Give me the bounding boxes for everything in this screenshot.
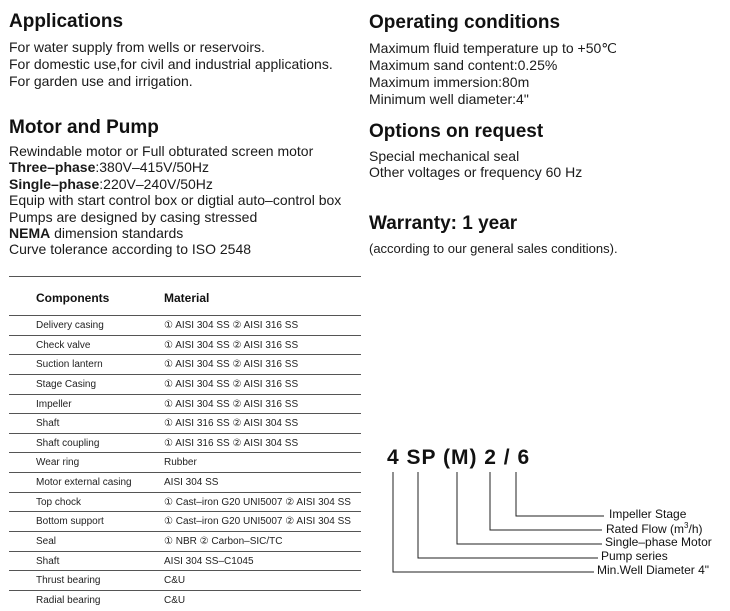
component-cell: Top chock: [36, 496, 82, 508]
material-cell: ① AISI 316 SS ② AISI 304 SS: [164, 418, 299, 430]
component-cell: Thrust bearing: [36, 575, 101, 587]
material-cell: ① AISI 316 SS ② AISI 304 SS: [164, 437, 299, 449]
component-cell: Shaft: [36, 555, 60, 567]
header-components: Components: [36, 291, 110, 305]
material-cell: ① NBR ② Carbon–SIC/TC: [164, 536, 283, 548]
table-row: [9, 493, 361, 513]
rated-flow-suffix: /h): [688, 522, 703, 536]
components-table: [9, 276, 361, 610]
material-cell: C&U: [164, 594, 186, 606]
motor-pump-title: Motor and Pump: [9, 117, 159, 138]
single-phase-label: Single–phase: [9, 176, 100, 192]
rated-flow-connector: [490, 472, 602, 530]
legend-pump-series: Pump series: [601, 549, 668, 563]
table-row: [9, 336, 361, 356]
table-row: [9, 316, 361, 336]
material-cell: AISI 304 SS: [164, 477, 219, 489]
operating-line: Minimum well diameter:4": [369, 91, 529, 107]
component-cell: Motor external casing: [36, 477, 132, 489]
material-cell: Rubber: [164, 457, 197, 469]
table-row: [9, 571, 361, 591]
applications-line: For water supply from wells or reservoirs.: [9, 39, 265, 55]
warranty-title: Warranty: 1 year: [369, 213, 518, 234]
legend-rated-flow: [606, 521, 703, 536]
three-phase-line: [9, 159, 209, 176]
options-line: Special mechanical seal: [369, 148, 520, 164]
pump-series-connector: [418, 472, 598, 558]
three-phase-label: Three–phase: [9, 159, 96, 175]
motor-pump-line: Equip with start control box or digtial auto–control box: [9, 192, 342, 208]
table-row: [9, 375, 361, 395]
material-cell: ① AISI 304 SS ② AISI 316 SS: [164, 398, 299, 410]
options-title: Options on request: [369, 121, 544, 142]
material-cell: ① AISI 304 SS ② AISI 316 SS: [164, 378, 299, 390]
table-row: [9, 434, 361, 454]
warranty-note: (according to our general sales conditions).: [369, 241, 618, 256]
table-row: [9, 453, 361, 473]
component-cell: Bottom support: [36, 516, 104, 528]
motor-pump-line: Rewindable motor or Full obturated screen motor: [9, 143, 314, 159]
component-cell: Impeller: [36, 398, 72, 410]
nema-label: NEMA: [9, 225, 51, 241]
single-phase-value: :220V–240V/50Hz: [99, 176, 213, 192]
component-cell: Shaft: [36, 418, 60, 430]
applications-line: For garden use and irrigation.: [9, 73, 193, 89]
table-row: [9, 473, 361, 493]
material-cell: ① Cast–iron G20 UNI5007 ② AISI 304 SS: [164, 516, 351, 528]
model-code: 4 SP (M) 2 / 6: [387, 446, 531, 469]
table-body: [9, 316, 361, 610]
legend-min-well-diameter: Min.Well Diameter 4": [597, 563, 710, 577]
header-material: Material: [164, 291, 210, 305]
table-header: [9, 276, 361, 316]
single-phase-line: [9, 176, 213, 193]
nema-value: dimension standards: [50, 225, 184, 241]
nema-line: [9, 225, 183, 242]
table-row: [9, 591, 361, 610]
material-cell: ① Cast–iron G20 UNI5007 ② AISI 304 SS: [164, 496, 351, 508]
operating-line: Maximum fluid temperature up to +50℃: [369, 40, 618, 56]
material-cell: AISI 304 SS–C1045: [164, 555, 254, 567]
component-cell: Shaft coupling: [36, 437, 100, 449]
component-cell: Check valve: [36, 339, 91, 351]
rated-flow-prefix: Rated Flow (m: [606, 522, 685, 536]
operating-line: Maximum immersion:80m: [369, 74, 530, 90]
applications-line: For domestic use,for civil and industrial applications.: [9, 56, 333, 72]
material-cell: C&U: [164, 575, 186, 587]
operating-line: Maximum sand content:0.25%: [369, 57, 558, 73]
material-cell: ① AISI 304 SS ② AISI 316 SS: [164, 320, 299, 331]
options-line: Other voltages or frequency 60 Hz: [369, 164, 583, 180]
material-cell: ① AISI 304 SS ② AISI 316 SS: [164, 359, 299, 371]
table-row: [9, 532, 361, 552]
table-row: [9, 395, 361, 415]
min-well-diameter-connector: [393, 472, 594, 572]
impeller-stage-connector: [516, 472, 604, 516]
component-cell: Seal: [36, 536, 57, 548]
rated-flow-sup: 3: [684, 521, 689, 530]
legend-single-phase-motor: Single–phase Motor: [605, 535, 712, 549]
component-cell: Wear ring: [36, 457, 80, 469]
material-cell: ① AISI 304 SS ② AISI 316 SS: [164, 339, 299, 351]
component-cell: Suction lantern: [36, 359, 103, 371]
table-row: [9, 512, 361, 532]
motor-pump-line: Curve tolerance according to ISO 2548: [9, 241, 252, 257]
motor-pump-line: Pumps are designed by casing stressed: [9, 209, 258, 225]
table-row: [9, 552, 361, 572]
three-phase-value: :380V–415V/50Hz: [95, 159, 210, 175]
single-phase-motor-connector: [457, 472, 602, 544]
operating-title: Operating conditions: [369, 12, 561, 33]
component-cell: Delivery casing: [36, 320, 104, 331]
component-cell: Stage Casing: [36, 378, 97, 390]
legend-impeller-stage: Impeller Stage: [609, 507, 687, 521]
table-row: [9, 414, 361, 434]
table-row: [9, 355, 361, 375]
component-cell: Radial bearing: [36, 594, 101, 606]
applications-title: Applications: [9, 11, 124, 32]
